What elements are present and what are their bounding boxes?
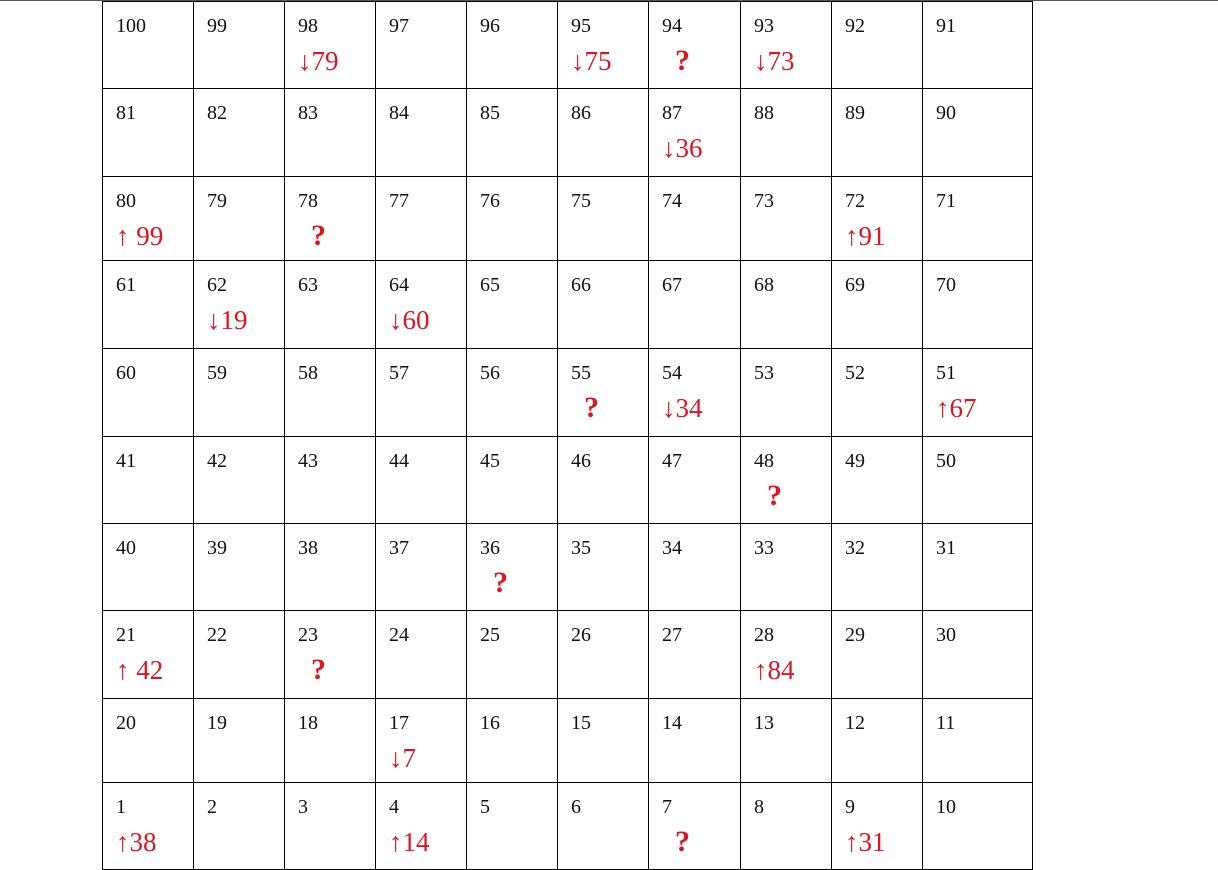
cell-number: 12 [845,712,865,734]
cell-number: 37 [389,537,409,559]
board-cell-9 [832,783,923,870]
cell-number: 47 [662,450,682,472]
board-cell-24 [376,611,467,699]
cell-number: 52 [845,362,865,384]
question-mark: ? [767,479,782,512]
cell-number: 88 [754,102,774,124]
board-cell-66 [558,261,649,349]
board-cell-18 [285,699,376,783]
snake-down-marker: ↓36 [662,133,703,163]
board-row [103,783,1033,870]
cell-number: 9 [845,796,855,818]
cell-number: 63 [298,274,318,296]
cell-number: 59 [207,362,227,384]
board-cell-84 [376,89,467,177]
board-cell-70 [923,261,1033,349]
ladder-up-marker: ↑31 [845,827,886,857]
board-cell-79 [194,177,285,261]
cell-number: 68 [754,274,774,296]
cell-number: 48 [754,450,774,472]
cell-number: 41 [116,450,136,472]
cell-number: 25 [480,624,500,646]
cell-number: 61 [116,274,136,296]
board-cell-77 [376,177,467,261]
question-mark: ? [493,566,508,599]
cell-number: 38 [298,537,318,559]
board-cell-47 [649,437,741,524]
cell-number: 65 [480,274,500,296]
board-cell-91 [923,2,1033,89]
board-cell-96 [467,2,558,89]
cell-number: 50 [936,450,956,472]
board-cell-89 [832,89,923,177]
cell-number: 60 [116,362,136,384]
board-cell-19 [194,699,285,783]
board-cell-42 [194,437,285,524]
board-cell-72 [832,177,923,261]
cell-number: 71 [936,190,956,212]
board-cell-41 [103,437,194,524]
board-cell-43 [285,437,376,524]
cell-number: 98 [298,15,318,37]
board-cell-54 [649,349,741,437]
board-cell-30 [923,611,1033,699]
cell-number: 83 [298,102,318,124]
cell-number: 2 [207,796,217,818]
cell-number: 74 [662,190,682,212]
board-cell-98 [285,2,376,89]
board-cell-59 [194,349,285,437]
cell-number: 22 [207,624,227,646]
cell-number: 58 [298,362,318,384]
cell-number: 93 [754,15,774,37]
cell-number: 17 [389,712,409,734]
board-cell-2 [194,783,285,870]
board-cell-100 [103,2,194,89]
cell-number: 10 [936,796,956,818]
board-cell-71 [923,177,1033,261]
board-cell-6 [558,783,649,870]
cell-number: 5 [480,796,490,818]
cell-number: 19 [207,712,227,734]
question-mark: ? [675,44,690,77]
board-cell-17 [376,699,467,783]
cell-number: 73 [754,190,774,212]
cell-number: 3 [298,796,308,818]
cell-number: 76 [480,190,500,212]
board-cell-80 [103,177,194,261]
board-cell-61 [103,261,194,349]
cell-number: 69 [845,274,865,296]
cell-number: 67 [662,274,682,296]
ladder-up-marker: ↑14 [389,827,430,857]
cell-number: 13 [754,712,774,734]
cell-number: 30 [936,624,956,646]
cell-number: 77 [389,190,409,212]
board-cell-4 [376,783,467,870]
question-mark: ? [311,219,326,252]
board-cell-31 [923,524,1033,611]
board-cell-49 [832,437,923,524]
cell-number: 39 [207,537,227,559]
cell-number: 45 [480,450,500,472]
cell-number: 32 [845,537,865,559]
cell-number: 78 [298,190,318,212]
cell-number: 28 [754,624,774,646]
board-cell-83 [285,89,376,177]
cell-number: 7 [662,796,672,818]
cell-number: 21 [116,624,136,646]
board-cell-5 [467,783,558,870]
cell-number: 16 [480,712,500,734]
board-cell-44 [376,437,467,524]
cell-number: 79 [207,190,227,212]
cell-number: 66 [571,274,591,296]
cell-number: 31 [936,537,956,559]
cell-number: 85 [480,102,500,124]
board-cell-63 [285,261,376,349]
snake-down-marker: ↓73 [754,46,795,76]
cell-number: 64 [389,274,409,296]
board-cell-73 [741,177,832,261]
board-cell-74 [649,177,741,261]
snake-down-marker: ↓19 [207,305,248,335]
question-mark: ? [311,653,326,686]
board-cell-34 [649,524,741,611]
board-cell-75 [558,177,649,261]
cell-number: 72 [845,190,865,212]
cell-number: 20 [116,712,136,734]
cell-number: 23 [298,624,318,646]
cell-number: 70 [936,274,956,296]
board-cell-85 [467,89,558,177]
board-cell-36 [467,524,558,611]
cell-number: 36 [480,537,500,559]
board-cell-76 [467,177,558,261]
board-cell-13 [741,699,832,783]
board-cell-68 [741,261,832,349]
cell-number: 40 [116,537,136,559]
board-cell-65 [467,261,558,349]
cell-number: 33 [754,537,774,559]
board-cell-39 [194,524,285,611]
board-cell-16 [467,699,558,783]
board-cell-87 [649,89,741,177]
board-cell-33 [741,524,832,611]
board-cell-60 [103,349,194,437]
cell-number: 34 [662,537,682,559]
cell-number: 91 [936,15,956,37]
board-cell-86 [558,89,649,177]
cell-number: 94 [662,15,682,37]
board-cell-3 [285,783,376,870]
board-cell-95 [558,2,649,89]
cell-number: 84 [389,102,409,124]
board-cell-32 [832,524,923,611]
board-cell-99 [194,2,285,89]
cell-number: 53 [754,362,774,384]
board-body [103,2,1033,870]
board-cell-78 [285,177,376,261]
board-row [103,349,1033,437]
board-cell-20 [103,699,194,783]
board-cell-82 [194,89,285,177]
cell-number: 82 [207,102,227,124]
board-cell-81 [103,89,194,177]
board-row [103,437,1033,524]
board-cell-56 [467,349,558,437]
board-cell-14 [649,699,741,783]
cell-number: 1 [116,796,126,818]
cell-number: 4 [389,796,399,818]
cell-number: 86 [571,102,591,124]
board-cell-58 [285,349,376,437]
board-cell-28 [741,611,832,699]
cell-number: 8 [754,796,764,818]
cell-number: 29 [845,624,865,646]
board-cell-37 [376,524,467,611]
game-board [102,1,1033,870]
board-cell-92 [832,2,923,89]
board-cell-46 [558,437,649,524]
board-row [103,524,1033,611]
cell-number: 87 [662,102,682,124]
board-cell-97 [376,2,467,89]
board-row [103,89,1033,177]
cell-number: 14 [662,712,682,734]
board-cell-26 [558,611,649,699]
board-cell-8 [741,783,832,870]
cell-number: 6 [571,796,581,818]
board-row [103,261,1033,349]
board-cell-12 [832,699,923,783]
snake-down-marker: ↓34 [662,393,703,423]
question-mark: ? [584,391,599,424]
board-cell-55 [558,349,649,437]
board-cell-1 [103,783,194,870]
board-cell-22 [194,611,285,699]
cell-number: 11 [936,712,956,734]
board-cell-7 [649,783,741,870]
cell-number: 43 [298,450,318,472]
board-cell-21 [103,611,194,699]
board-cell-25 [467,611,558,699]
board-cell-88 [741,89,832,177]
ladder-up-marker: ↑84 [754,655,795,685]
board-row [103,611,1033,699]
board-cell-90 [923,89,1033,177]
board-cell-29 [832,611,923,699]
ladder-up-marker: ↑ 99 [116,221,164,251]
cell-number: 80 [116,190,136,212]
cell-number: 18 [298,712,318,734]
snake-down-marker: ↓75 [571,46,612,76]
cell-number: 56 [480,362,500,384]
ladder-up-marker: ↑38 [116,827,157,857]
cell-number: 15 [571,712,591,734]
board-cell-10 [923,783,1033,870]
cell-number: 42 [207,450,227,472]
board-cell-93 [741,2,832,89]
cell-number: 55 [571,362,591,384]
cell-number: 62 [207,274,227,296]
snake-down-marker: ↓7 [389,743,416,773]
board-cell-94 [649,2,741,89]
board-cell-40 [103,524,194,611]
board-row [103,2,1033,89]
cell-number: 99 [207,15,227,37]
board-cell-48 [741,437,832,524]
board-cell-52 [832,349,923,437]
ladder-up-marker: ↑91 [845,221,886,251]
board-cell-50 [923,437,1033,524]
board-cell-11 [923,699,1033,783]
board-cell-38 [285,524,376,611]
cell-number: 46 [571,450,591,472]
board-cell-67 [649,261,741,349]
cell-number: 24 [389,624,409,646]
snake-down-marker: ↓60 [389,305,430,335]
board-cell-27 [649,611,741,699]
ladder-up-marker: ↑67 [936,393,977,423]
cell-number: 57 [389,362,409,384]
cell-number: 44 [389,450,409,472]
snake-down-marker: ↓79 [298,46,339,76]
question-mark: ? [675,825,690,858]
cell-number: 35 [571,537,591,559]
cell-number: 95 [571,15,591,37]
board-cell-23 [285,611,376,699]
board-cell-69 [832,261,923,349]
cell-number: 26 [571,624,591,646]
cell-number: 89 [845,102,865,124]
cell-number: 81 [116,102,136,124]
cell-number: 49 [845,450,865,472]
board-cell-15 [558,699,649,783]
board-cell-62 [194,261,285,349]
cell-number: 96 [480,15,500,37]
cell-number: 90 [936,102,956,124]
board-cell-64 [376,261,467,349]
board-cell-45 [467,437,558,524]
board-row [103,699,1033,783]
cell-number: 97 [389,15,409,37]
cell-number: 100 [116,15,146,37]
cell-number: 51 [936,362,956,384]
ladder-up-marker: ↑ 42 [116,655,164,685]
board-row [103,177,1033,261]
board-cell-53 [741,349,832,437]
cell-number: 54 [662,362,682,384]
cell-number: 75 [571,190,591,212]
board-cell-57 [376,349,467,437]
board-cell-35 [558,524,649,611]
cell-number: 92 [845,15,865,37]
cell-number: 27 [662,624,682,646]
board-cell-51 [923,349,1033,437]
